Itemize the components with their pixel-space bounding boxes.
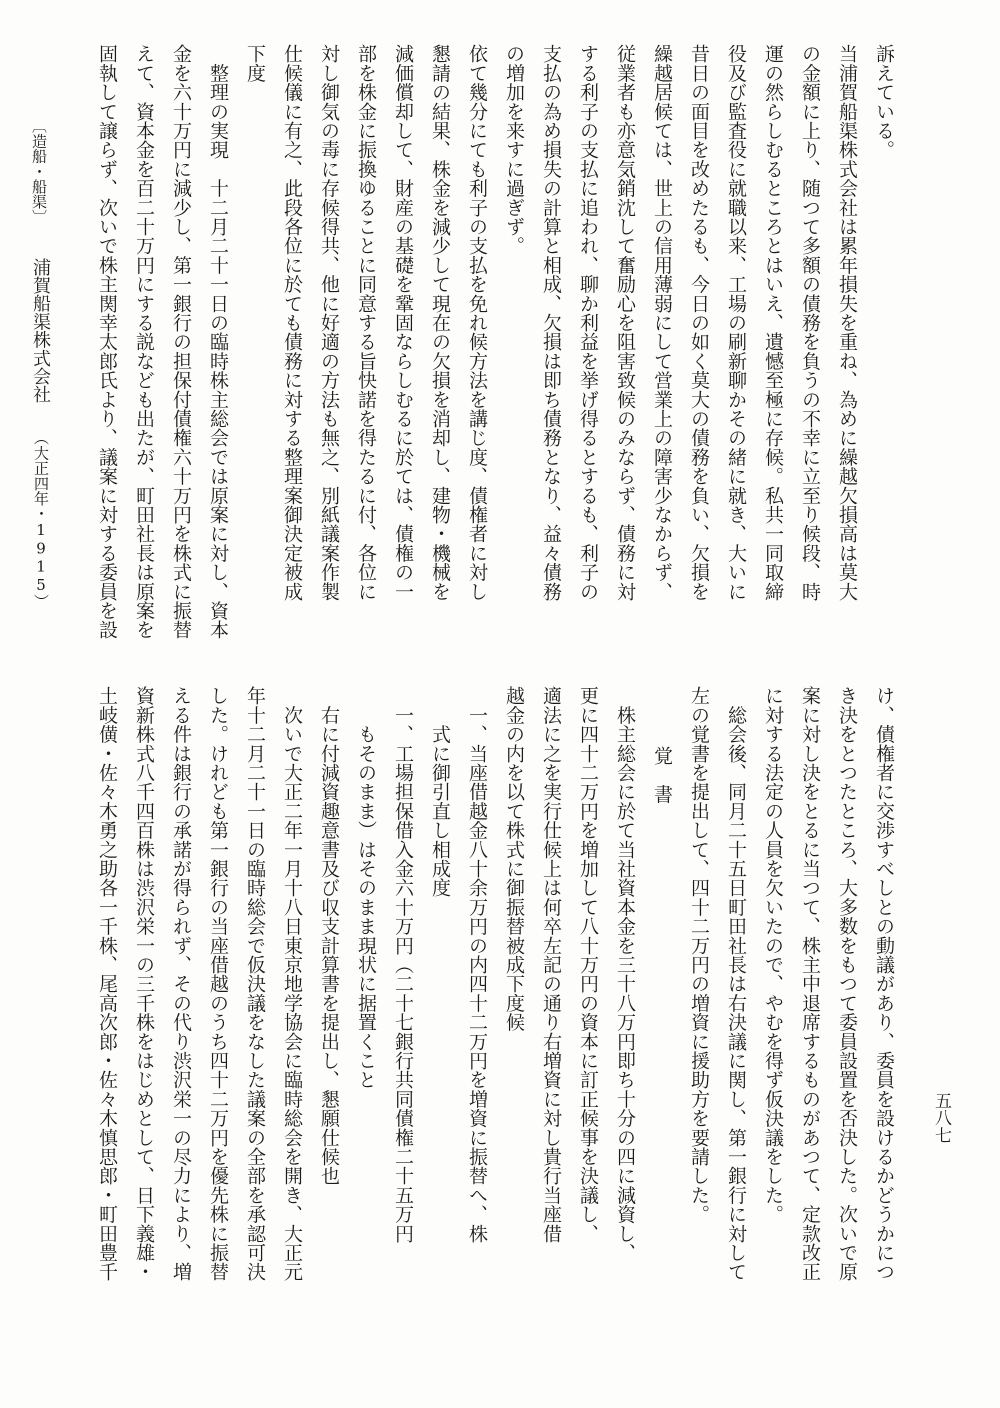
page-number: 五八七 (931, 1092, 951, 1144)
text-column: 仕候儀に有之、此段各位に於ても債務に対する整理案御決定被成 (281, 44, 303, 601)
text-column: 当浦賀船渠株式会社は累年損失を重ね、為めに繰越欠損高は莫大 (836, 44, 858, 601)
text-column: 固執して譲らず、次いで株主関幸太郎氏より、議案に対する委員を設 (96, 44, 118, 640)
memo-heading: 覚 書 (651, 746, 673, 804)
text-column: 左の覚書を提出して、四十二万円の増資に援助方を要請した。 (688, 686, 710, 1224)
text-column: 支払の為め損失の計算と相成、欠損は即ち債務となり、益々債務 (540, 44, 562, 601)
text-column: 昔日の面目を改めたるも、今日の如く莫大の債務を負い、欠損を (688, 44, 710, 601)
text-column: 年十二月二十一日の臨時総会で仮決議をなした議案の全部を承認可決 (244, 686, 266, 1282)
text-column: 金を六十万円に減少し、第一銀行の担保付債権六十万円を株式に振替 (170, 44, 192, 640)
text-column: の金額に上り、随つて多額の債務を負うの不幸に立至り候段、時 (799, 44, 821, 601)
text-column: した。けれども第一銀行の当座借越のうち四十二万円を優先株に振替 (207, 686, 229, 1282)
text-column: 適法に之を実行仕候上は何卒左記の通り右増資に対し貴行当座借 (540, 686, 562, 1243)
text-column: に対する法定の人員を欠いたので、やむを得ず仮決議をした。 (762, 686, 784, 1224)
text-column: 運の然らしむるところとはいえ、遺憾至極に存候。私共一同取締 (762, 44, 784, 601)
text-column: 下度 (244, 44, 266, 83)
text-column: 部を株金に振換ゆることに同意する旨快諾を得たるに付、各位に (355, 44, 377, 601)
text-column: 従業者も亦意気銷沈して奮励心を阻害致候のみならず、債務に対 (614, 44, 636, 601)
text-column: 依て幾分にても利子の支払を免れ候方法を講じ度、債権者に対し (466, 44, 488, 601)
text-column: の増加を来すに過ぎず。 (503, 44, 525, 256)
text-column: 次いで大正二年一月十八日東京地学協会に臨時総会を開き、大正元 (281, 686, 303, 1282)
text-column: もそのまま）はそのまま現状に据置くこと (355, 686, 377, 1090)
text-column: 土岐僙・佐々木勇之助各一千株、尾高次郎・佐々木慎思郎・町田豊千 (96, 686, 118, 1282)
running-head-company: 浦賀船渠株式会社 (30, 258, 51, 404)
text-column: 整理の実現 十二月二十一日の臨時株主総会では原案に対し、資本 (207, 44, 229, 640)
text-column: け、債権者に交渉すべしとの動議があり、委員を設けるかどうかにつ (873, 686, 895, 1282)
running-head-era: （大正四年・1915） (32, 430, 50, 610)
text-column: 株主総会に於て当社資本金を三十八万円即ち十分の四に減資し、 (614, 686, 636, 1262)
text-column: 越金の内を以て株式に御振替被成下度候 (503, 686, 525, 1032)
text-column: する利子の支払に追われ、聊か利益を挙げ得るとするも、利子の (577, 44, 599, 601)
text-column: 案に対し決をとるに当つて、株主中退席するものがあつて、定款改正 (799, 686, 821, 1282)
text-column: 総会後、同月二十五日町田社長は右決議に関し、第一銀行に対して (725, 686, 747, 1282)
running-head-category: 〔造船・船渠〕 (30, 118, 48, 225)
text-column: き決をとつたところ、大多数をもつて委員設置を否決した。次いで原 (836, 686, 858, 1282)
text-column: 更に四十二万円を増加して八十万円の資本に訂正候事を決議し、 (577, 686, 599, 1243)
text-column: 式に御引直し相成度 (429, 686, 451, 898)
text-column: 繰越居候ては、世上の信用薄弱にして営業上の障害少なからず、 (651, 44, 673, 601)
text-column: 訴えている。 (873, 44, 895, 160)
text-column: えて、資本金を百二十万円にする説なども出たが、町田社長は原案を (133, 44, 155, 640)
text-column: 一、工場担保借入金六十万円（二十七銀行共同債権二十五万円 (392, 686, 414, 1243)
text-column: 一、当座借越金八十余万円の内四十二万円を増資に振替へ、株 (466, 686, 488, 1243)
text-column: 対し御気の毒に存候得共、他に好適の方法も無之、別紙議案作製 (318, 44, 340, 601)
text-column: 懇請の結果、株金を減少して現在の欠損を消却し、建物・機械を (429, 44, 451, 601)
text-column: 減価償却して、財産の基礎を鞏固ならしむるに於ては、債権の一 (392, 44, 414, 601)
text-column: 右に付減資趣意書及び収支計算書を提出し、懇願仕候也 (318, 686, 340, 1186)
text-column: 役及び監査役に就職以来、工場の刷新聊かその緒に就き、大いに (725, 44, 747, 601)
text-column: 資新株式八千四百株は渋沢栄一の三千株をはじめとして、日下義雄・ (133, 686, 155, 1282)
text-column: える件は銀行の承諾が得られず、その代り渋沢栄一の尽力により、増 (170, 686, 192, 1282)
